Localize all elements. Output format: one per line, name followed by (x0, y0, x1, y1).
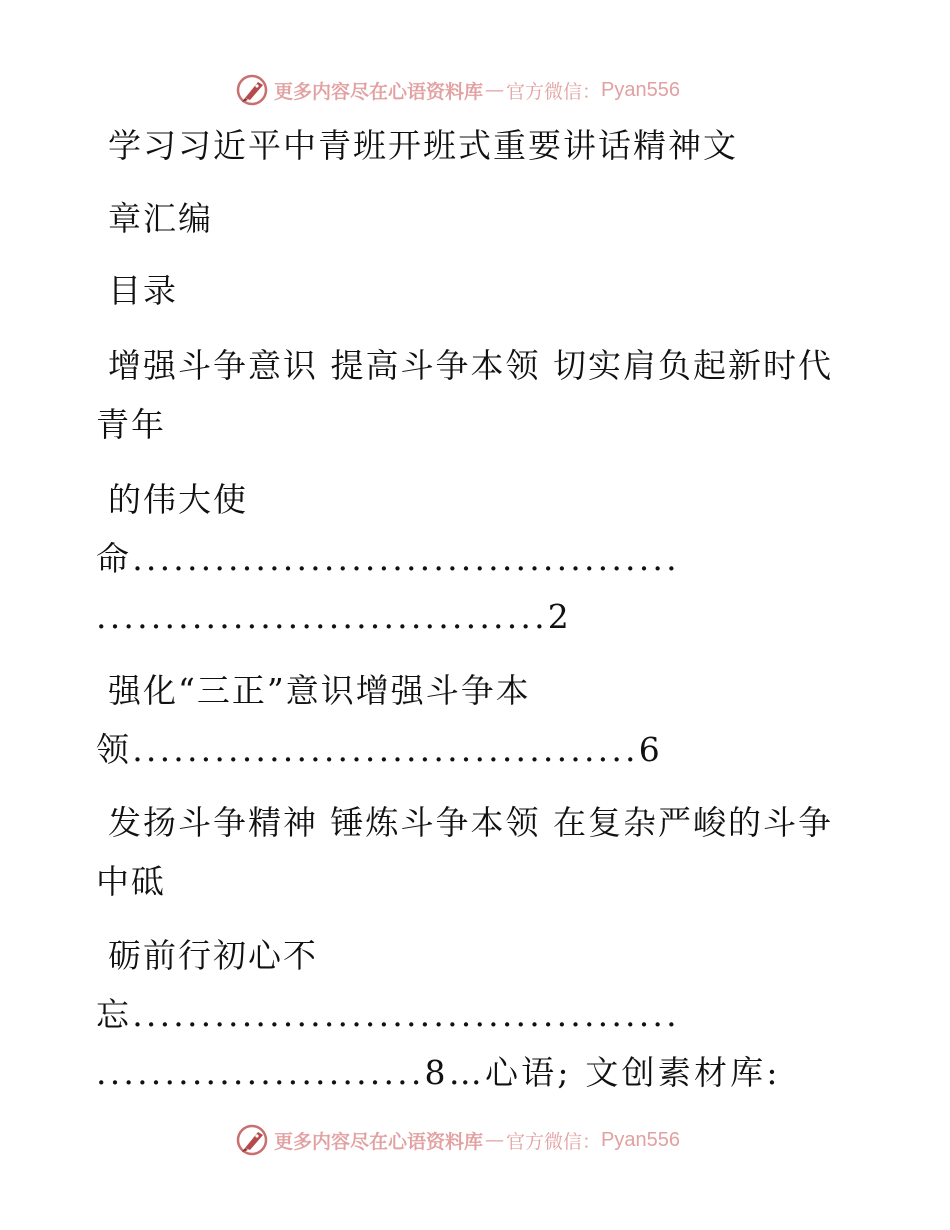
pen-nib-logo-icon (236, 73, 270, 107)
banner-site-text: 更多内容尽在心语资料库 (274, 1130, 484, 1153)
banner-contact-id: Pyan556 (601, 1128, 680, 1151)
toc-entry-3-line-5: ........................8…心语; 文创素材库: (96, 1053, 781, 1092)
toc-entry-3-line-3: 砺前行初心不 (108, 936, 318, 975)
toc-entry-3-line-2: 中砥 (96, 862, 166, 901)
toc-entry-1-line-4: 命........................................ (96, 539, 680, 578)
banner-site-text: 更多内容尽在心语资料库 (274, 80, 484, 103)
header-watermark-banner (236, 72, 680, 108)
toc-heading: 目录 (108, 271, 178, 310)
toc-entry-2-line-1: 强化“三正”意识增强斗争本 (108, 671, 531, 710)
banner-separator: — (485, 79, 505, 101)
toc-entry-1-line-2: 青年 (96, 405, 166, 444)
toc-entry-2-line-2: 领.....................................6 (96, 730, 663, 769)
pen-nib-logo-icon (236, 1123, 270, 1157)
document-title-line-1: 学习习近平中青班开班式重要讲话精神文 (108, 126, 738, 165)
toc-entry-3-line-1: 发扬斗争精神 锤炼斗争本领 在复杂严峻的斗争 (108, 803, 833, 842)
banner-contact-label: 官方微信： (506, 1130, 602, 1153)
document-title-line-2: 章汇编 (108, 199, 213, 238)
banner-separator: — (485, 1129, 505, 1151)
footer-watermark-banner (236, 1122, 680, 1158)
toc-entry-3-line-4: 忘........................................ (96, 995, 680, 1034)
banner-contact-label: 官方微信： (506, 80, 602, 103)
banner-contact-id: Pyan556 (601, 78, 680, 101)
toc-entry-1-line-1: 增强斗争意识 提高斗争本领 切实肩负起新时代 (108, 346, 833, 385)
toc-entry-1-line-3: 的伟大使 (108, 480, 248, 519)
toc-entry-1-line-5: .................................2 (96, 597, 572, 636)
